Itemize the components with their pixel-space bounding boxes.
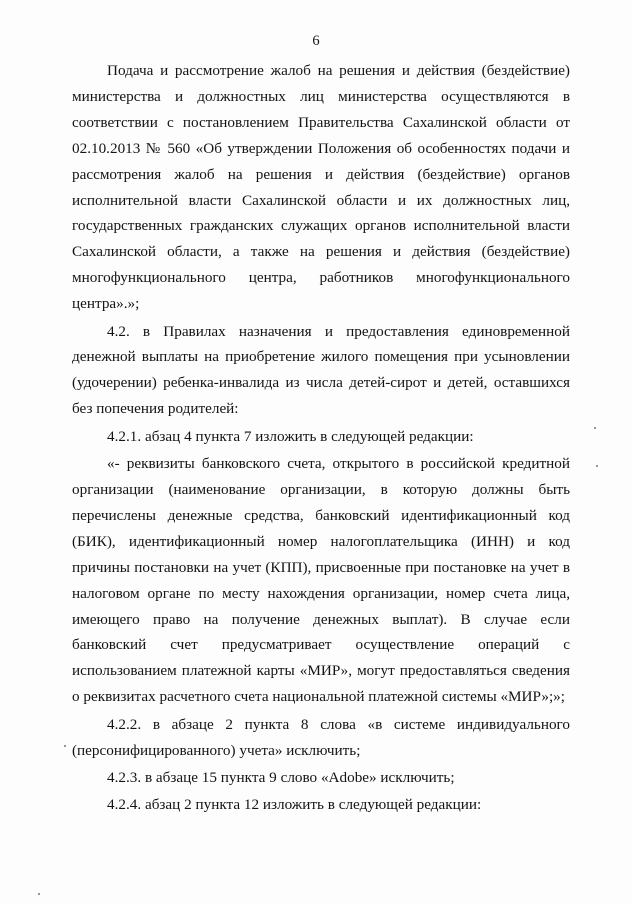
scan-speck xyxy=(596,465,598,467)
paragraph-bank-details: «- реквизиты банковского счета, открытого в российской кредитной организации (наименование организации, в которую должны быть перечислены денежные средства, банковский идентификационный код (БИК), идентификационный номер налогоплательщика (ИНН) и код причины постановки на учет (КПП), присвоенные при постановке на учет в налоговом органе по месту нахождения организации, номер счета лица, имеющего право на получение денежных выплат). В случае если банковский счет предусматривает осуществление операций с использованием платежной карты «МИР», могут предоставляться сведения о реквизитах расчетного счета национальной платежной системы «МИР»;»; xyxy=(72,455,570,706)
paragraph-4-2-2: 4.2.2. в абзаце 2 пункта 8 слова «в системе индивидуального (персонифицированного) учета» исключить; xyxy=(72,715,570,759)
paragraph-4-2-3: 4.2.3. в абзаце 15 пункта 9 слово «Adobe» исключить; xyxy=(107,768,455,786)
scan-speck xyxy=(594,427,596,429)
scan-speck xyxy=(64,745,66,747)
paragraph-complaints-procedure: Подача и рассмотрение жалоб на решения и действия (бездействие) министерства и должностных лиц министерства осуществляются в соответствии с постановлением Правительства Сахалинской области от 02.10.2013 № 560 «Об утверждении Положения об особенностях подачи и рассмотрения жалоб на решения и действия (бездействие) органов исполнительной власти Сахалинской области и их должностных лиц, государственных гражданских служащих органов исполнительной власти Сахалинской области, а также на решения и действия (бездействие) многофункционального центра, работников многофункционального центра».»; xyxy=(72,62,570,313)
paragraph-4-2: 4.2. в Правилах назначения и предоставления единовременной денежной выплаты на приобретение жилого помещения при усыновлении (удочерении) ребенка-инвалида из числа детей-сирот и детей, оставшихся без попечения родителей: xyxy=(72,322,570,418)
scan-speck xyxy=(38,893,40,895)
document-body xyxy=(72,58,570,818)
page-number: 6 xyxy=(312,33,320,49)
paragraph-4-2-1: 4.2.1. абзац 4 пункта 7 изложить в следующей редакции: xyxy=(107,427,474,445)
paragraph-4-2-4: 4.2.4. абзац 2 пункта 12 изложить в следующей редакции: xyxy=(107,796,482,814)
